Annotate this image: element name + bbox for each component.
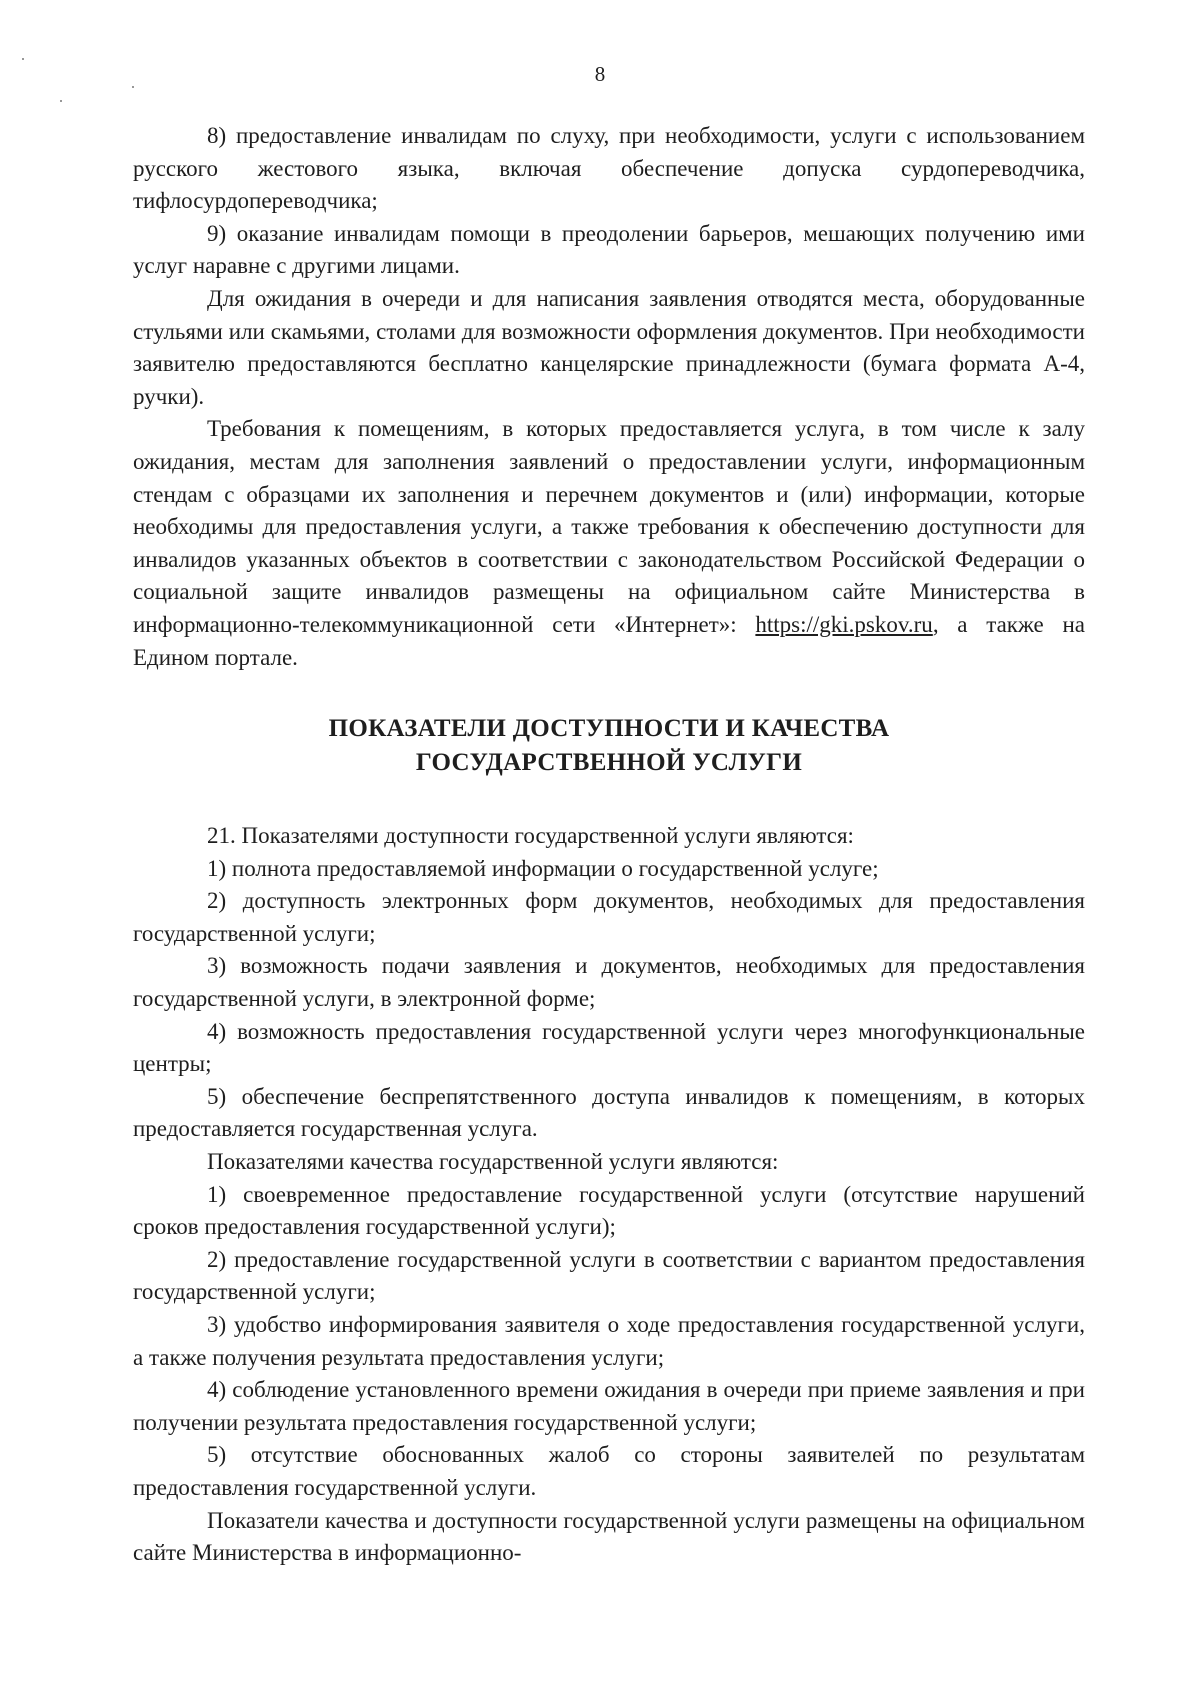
paragraph: 3) возможность подачи заявления и документов, необходимых для предоставления государственной услуги, в электронной форме;	[133, 953, 1085, 1012]
page-number: 8	[594, 62, 606, 86]
paragraph: 2) предоставление государственной услуги в соответствии с вариантом предоставления государственной услуги;	[133, 1246, 1085, 1305]
paragraph: Показателями качества государственной услуги являются:	[207, 1149, 779, 1175]
paragraph-text: , а также на Едином портале.	[133, 611, 1085, 670]
paragraph: 1) полнота предоставляемой информации о государственной услуге;	[207, 855, 879, 881]
document-body	[133, 120, 1085, 1570]
paragraph: 4) соблюдение установленного времени ожидания в очереди при приеме заявления и при получении результата предоставления государственной услуги;	[133, 1377, 1085, 1435]
paragraph: 4) возможность предоставления государственной услуги через многофункциональные центры;	[133, 1018, 1085, 1077]
paragraph	[133, 413, 1085, 674]
paragraph: Показатели качества и доступности государственной услуги размещены на официальном сайте Министерства в информационно-	[133, 1507, 1085, 1566]
scan-speck	[60, 100, 62, 102]
heading-line: ПОКАЗАТЕЛИ ДОСТУПНОСТИ И КАЧЕСТВА	[328, 715, 890, 743]
paragraph: Для ожидания в очереди и для написания заявления отводятся места, оборудованные стульями или скамьями, столами для возможности оформления документов. При необходимости заявителю предоставляются бесплатно канцелярские принадлежности (бумага формата А-4, ручки).	[133, 285, 1085, 409]
website-link[interactable]: https://gki.pskov.ru	[755, 611, 933, 637]
paragraph: 3) удобство информирования заявителя о ходе предоставления государственной услуги, а также получения результата предоставления услуги;	[133, 1312, 1085, 1370]
paragraph: 21. Показателями доступности государственной услуги являются:	[207, 823, 854, 849]
paragraph-text: Требования к помещениям, в которых предоставляется услуга, в том числе к залу ожидания, местам для заполнения заявлений о предоставлении услуги, информационным стендам с образцами их заполнения и перечнем документов и (или) информации, которые необходимы для предоставления услуги, а также требования к обеспечению доступности для инвалидов указанных объектов в соответствии с законодательством Российской Федерации о социальной защите инвалидов размещены на официальном сайте Министерства в информационно-телекоммуникационной сети «Интернет»:	[133, 416, 1085, 637]
heading-line: ГОСУДАРСТВЕННОЙ УСЛУГИ	[415, 749, 803, 777]
paragraph: 1) своевременное предоставление государственной услуги (отсутствие нарушений сроков предоставления государственной услуги);	[133, 1181, 1085, 1240]
paragraph: 2) доступность электронных форм документов, необходимых для предоставления государственной услуги;	[133, 888, 1085, 946]
section-heading	[133, 712, 1085, 780]
paragraph: 8) предоставление инвалидам по слуху, при необходимости, услуги с использованием русского жестового языка, включая обеспечение допуска сурдопереводчика, тифлосурдопереводчика;	[133, 123, 1085, 214]
paragraph: 9) оказание инвалидам помощи в преодолении барьеров, мешающих получению ими услуг наравне с другими лицами.	[133, 220, 1085, 279]
paragraph: 5) обеспечение беспрепятственного доступа инвалидов к помещениям, в которых предоставляется государственная услуга.	[133, 1083, 1085, 1142]
scan-speck	[22, 58, 24, 60]
paragraph: 5) отсутствие обоснованных жалоб со стороны заявителей по результатам предоставления государственной услуги.	[133, 1442, 1085, 1500]
